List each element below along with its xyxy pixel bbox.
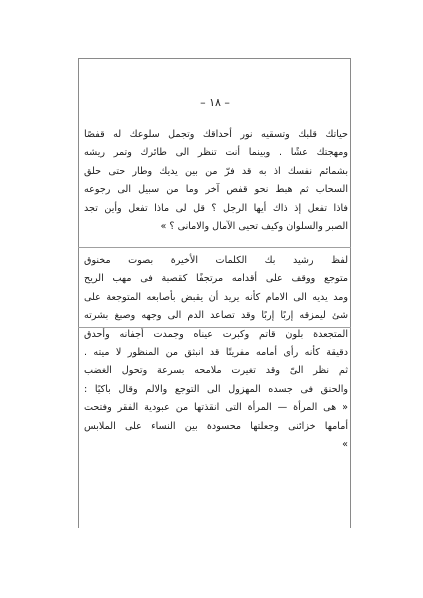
text-line: متوجع ووقف على أقدامه مرتجفًا كقصبة فى مهب الريح <box>84 273 348 285</box>
text-line: فاذا تفعل إذ ذاك أيها الرجل ؟ قل لى ماذا تفعل وأين تجد <box>84 202 348 214</box>
text-line: ومد يديه الى الامام كأنه يريد أن يقبض بأصابعه المتوجعة على <box>84 291 348 303</box>
text-line: بشمائم نفسك اذ به قد فرّ من بين يديك وطار حتى حلق <box>84 165 348 177</box>
paragraph-1 <box>84 126 348 236</box>
text-line: المتجعدة بلون قاتم وكبرت عيناه وجمدت أجفانه وأحدق <box>84 328 348 340</box>
text-line: ثم نظر الىّ وقد تغيرت ملامحه بسرعة وتحول الغضب <box>84 365 348 377</box>
text-line: أمامها خزائنى وجعلتها محسودة بين النساء على الملابس <box>84 420 348 432</box>
text-line: « هى المرأة — المرأة التى انقذتها من عبودية الفقر وفتحت <box>84 402 348 414</box>
page-left-border <box>78 58 79 528</box>
page-number: – ١٨ – <box>200 96 230 109</box>
text-line: حياتك قلبك وتسقيه نور أحداقك وتجمل سلوعك له قفصًا <box>84 129 348 140</box>
text-line: لفظ رشيد بك الكلمات الأخيرة بصوت مخنوق <box>84 255 348 266</box>
text-line: » <box>342 438 348 450</box>
section-divider <box>78 327 351 328</box>
page-right-border <box>350 58 351 528</box>
text-line: الصبر والسلوان وكيف تحيى الآمال والامانى ؟ » <box>160 220 348 232</box>
paragraph-2 <box>84 252 348 454</box>
page-top-border <box>78 58 351 59</box>
section-divider <box>78 247 351 248</box>
text-line: شئ ليمزقه إربًا إربًا وقد تصاعد الدم الى وجهه وصبغ بشرته <box>84 310 348 322</box>
text-line: السحاب ثم هبط نحو قفص آخر وما من سبيل الى رجوعه <box>84 184 348 196</box>
text-line: ومهجتك عشًا . وبينما أنت تنظر الى طائرك وتمر ريشه <box>84 147 348 159</box>
text-line: دقيقة كأنه رأى أمامه مفريتًا قد انبثق من المنظور لا ميته . <box>84 346 348 358</box>
text-line: والحنق فى جسده المهزول الى التوجع والالم وقال باكيًا : <box>84 383 348 395</box>
